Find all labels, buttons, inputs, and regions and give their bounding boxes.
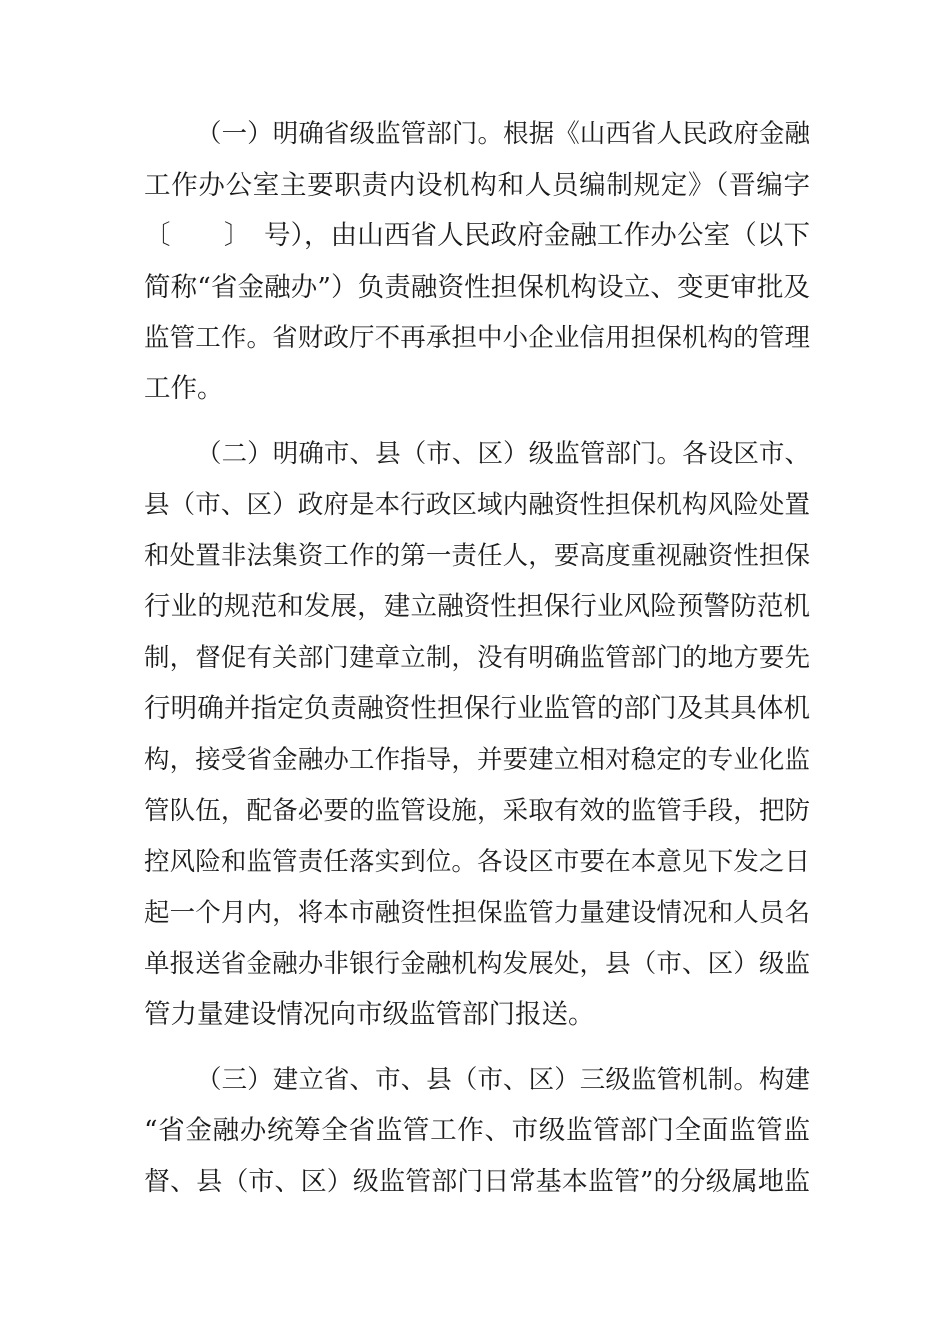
paragraph-2-line-8: 管队伍，配备必要的监管设施，采取有效的监管手段，把防 xyxy=(144,796,810,826)
paragraph-1-line-4: 简称“省金融办”）负责融资性担保机构设立、变更审批及 xyxy=(144,272,810,303)
paragraph-2-line-6: 行明确并指定负责融资性担保行业监管的部门及其具体机 xyxy=(144,693,810,724)
paragraph-1-line-6: 工作。 xyxy=(144,373,224,404)
paragraph-2-line-7: 构，接受省金融办工作指导，并要建立相对稳定的专业化监 xyxy=(144,745,810,775)
paragraph-2-line-5: 制，督促有关部门建章立制，没有明确监管部门的地方要先 xyxy=(144,643,810,673)
paragraph-2-line-10: 起一个月内，将本市融资性担保监管力量建设情况和人员名 xyxy=(144,898,810,928)
paragraph-3-line-2: “省金融办统筹全省监管工作、市级监管部门全面监管监 xyxy=(144,1115,810,1146)
paragraph-1-line-3: 〔 〕 号），由山西省人民政府金融工作办公室（以下 xyxy=(144,220,810,251)
paragraph-2-line-11: 单报送省金融办非银行金融机构发展处，县（市、区）级监 xyxy=(144,949,810,979)
paragraph-1-line-1: （一）明确省级监管部门。根据《山西省人民政府金融 xyxy=(196,119,810,149)
paragraph-1-line-5: 监管工作。省财政厅不再承担中小企业信用担保机构的管理 xyxy=(144,323,810,353)
paragraph-2-line-9: 控风险和监管责任落实到位。各设区市要在本意见下发之日 xyxy=(144,847,810,877)
paragraph-1-line-2: 工作办公室主要职责内设机构和人员编制规定》（晋编字 xyxy=(144,170,810,201)
paragraph-2-line-4: 行业的规范和发展，建立融资性担保行业风险预警防范机 xyxy=(144,591,810,622)
paragraph-2-line-2: 县（市、区）政府是本行政区域内融资性担保机构风险处置 xyxy=(144,490,810,520)
paragraph-2-line-12: 管力量建设情况向市级监管部门报送。 xyxy=(144,999,595,1030)
paragraph-3-line-3: 督、县（市、区）级监管部门日常基本监管”的分级属地监 xyxy=(144,1167,810,1197)
paragraph-3-line-1: （三）建立省、市、县（市、区）三级监管机制。构建 xyxy=(196,1065,810,1095)
paragraph-2-line-1: （二）明确市、县（市、区）级监管部门。各设区市、 xyxy=(196,439,810,469)
paragraph-2-line-3: 和处置非法集资工作的第一责任人，要高度重视融资性担保 xyxy=(144,541,810,571)
